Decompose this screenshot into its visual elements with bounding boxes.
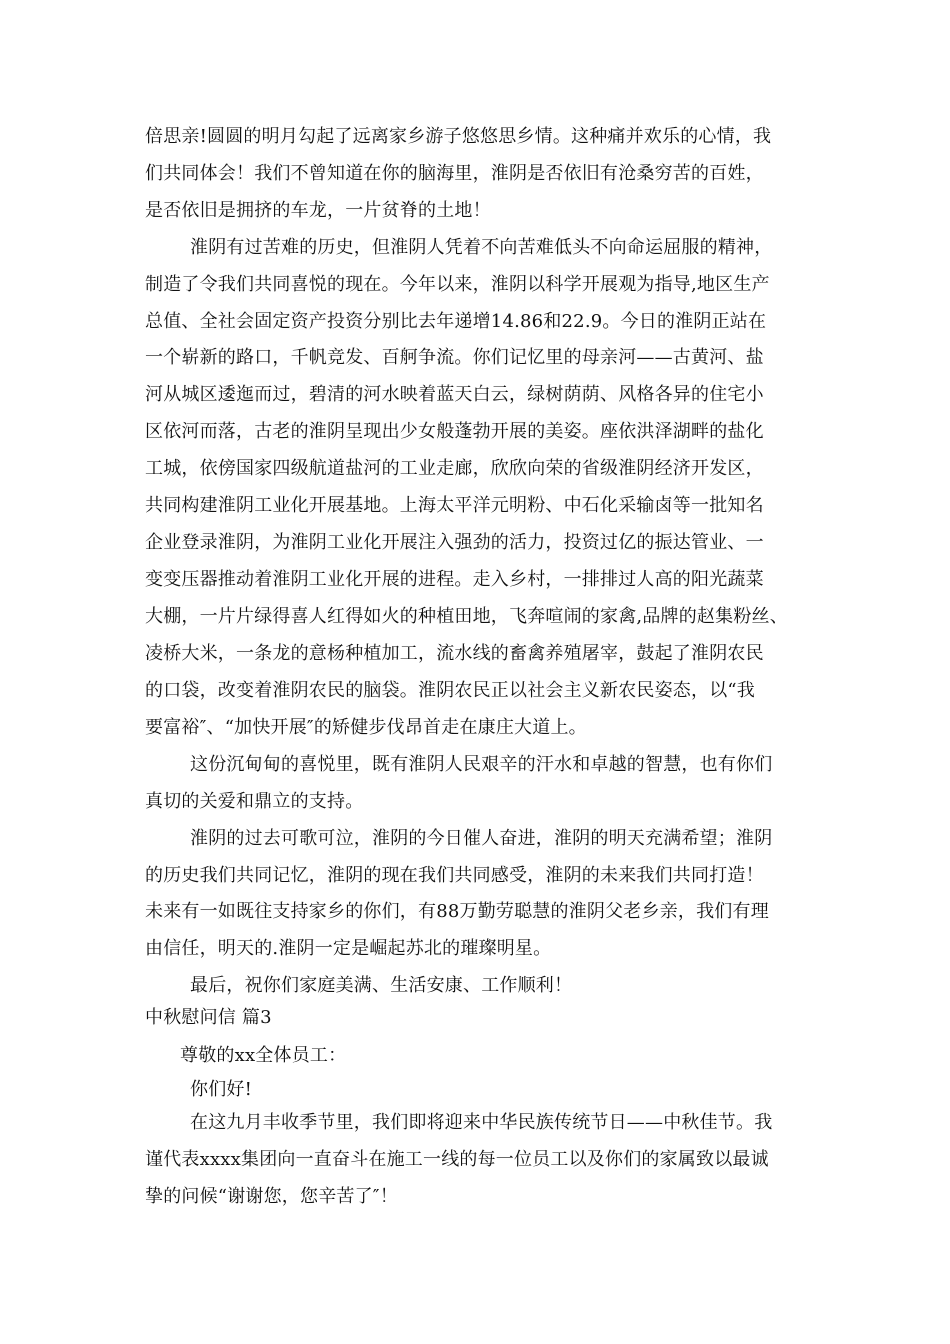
text-line: 凌桥大米，一条龙的意杨种植加工，流水线的畜禽养殖屠宰，鼓起了淮阴农民 <box>145 643 764 664</box>
text-line: 工城，依傍国家四级航道盐河的工业走廊，欣欣向荣的省级淮阴经济开发区， <box>145 458 764 479</box>
text-line: 企业登录淮阴，为淮阴工业化开展注入强劲的活力，投资过亿的振达管业、一 <box>145 532 764 553</box>
text-line: 未来有一如既往支持家乡的你们，有88万勤劳聪慧的淮阴父老乡亲，我们有理 <box>145 901 769 922</box>
section-heading: 中秋慰问信 篇3 <box>145 1007 272 1028</box>
text-line: 挚的问候“谢谢您，您辛苦了″！ <box>145 1186 398 1207</box>
text-line: 区依河而落，古老的淮阴呈现出少女般蓬勃开展的美姿。座依洪泽湖畔的盐化 <box>145 421 764 442</box>
text-line: 共同构建淮阴工业化开展基地。上海太平洋元明粉、中石化采输卤等一批知名 <box>145 495 764 516</box>
salutation: 尊敬的xx全体员工： <box>180 1045 347 1066</box>
greeting: 你们好! <box>190 1079 253 1100</box>
text-line: 制造了令我们共同喜悦的现在。今年以来，淮阴以科学开展观为指导,地区生产 <box>145 274 770 295</box>
text-line: 淮阴的过去可歌可泣，淮阴的今日催人奋进，淮阴的明天充满希望；淮阴 <box>190 828 773 849</box>
text-line: 一个崭新的路口，千帆竞发、百舸争流。你们记忆里的母亲河——古黄河、盐 <box>145 347 764 368</box>
text-line: 最后，祝你们家庭美满、生活安康、工作顺利！ <box>190 975 573 996</box>
text-line: 由信任，明天的.淮阴一定是崛起苏北的璀璨明星。 <box>145 938 552 959</box>
text-line: 真切的关爱和鼎立的支持。 <box>145 791 364 812</box>
text-line: 在这九月丰收季节里，我们即将迎来中华民族传统节日——中秋佳节。我 <box>190 1112 773 1133</box>
text-line: 是否依旧是拥挤的车龙，一片贫脊的土地！ <box>145 200 491 221</box>
text-line: 变变压器推动着淮阴工业化开展的进程。走入乡村，一排排过人高的阳光蔬菜 <box>145 569 764 590</box>
text-line: 河从城区逶迤而过，碧清的河水映着蓝天白云，绿树荫荫、风格各异的住宅小 <box>145 384 764 405</box>
text-line: 的历史我们共同记忆，淮阴的现在我们共同感受，淮阴的未来我们共同打造！ <box>145 865 764 886</box>
text-line: 这份沉甸甸的喜悦里，既有淮阴人民艰辛的汗水和卓越的智慧，也有你们 <box>190 754 773 775</box>
text-line: 谨代表xxxx集团向一直奋斗在施工一线的每一位员工以及你们的家属致以最诚 <box>145 1149 769 1170</box>
text-line: 倍思亲!圆圆的明月勾起了远离家乡游子悠悠思乡情。这种痛并欢乐的心情，我 <box>145 126 772 147</box>
text-line: 们共同体会！我们不曾知道在你的脑海里，淮阴是否依旧有沧桑穷苦的百姓， <box>145 163 764 184</box>
text-line: 大棚，一片片绿得喜人红得如火的种植田地，飞奔喧闹的家禽,品牌的赵集粉丝、 <box>145 606 788 627</box>
text-line: 淮阴有过苦难的历史，但淮阴人凭着不向苦难低头不向命运屈服的精神， <box>190 237 773 258</box>
text-line: 要富裕″、“加快开展″的矫健步伐昂首走在康庄大道上。 <box>145 717 587 738</box>
text-line: 的口袋，改变着淮阴农民的脑袋。淮阴农民正以社会主义新农民姿态，以“我 <box>145 680 755 701</box>
text-line: 总值、全社会固定资产投资分别比去年递增14.86和22.9。今日的淮阴正站在 <box>145 311 767 332</box>
